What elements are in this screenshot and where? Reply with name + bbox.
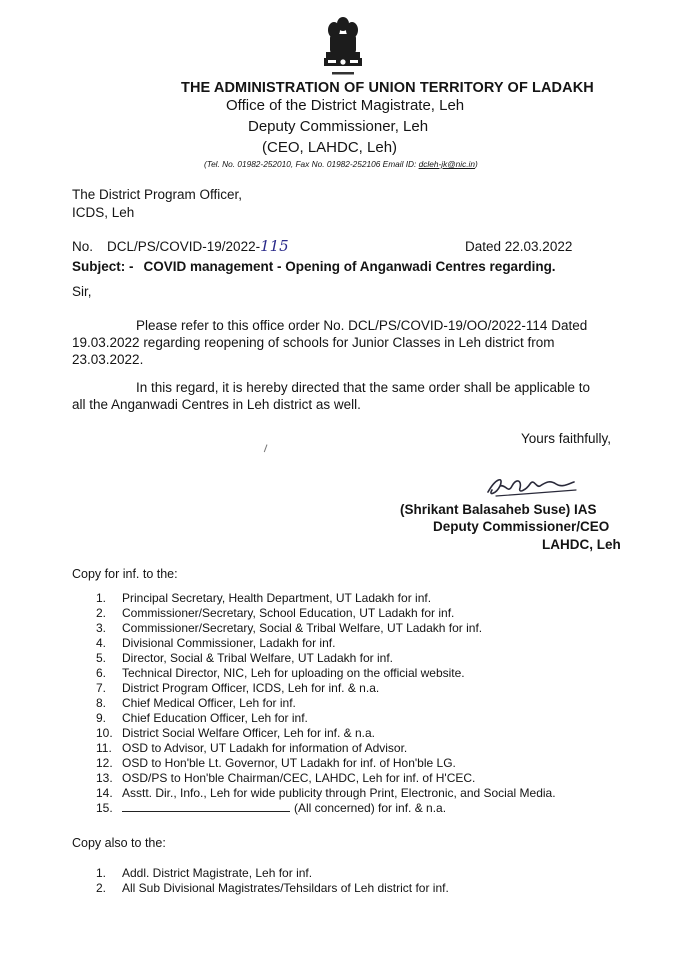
national-emblem-icon [318, 14, 368, 82]
closing: Yours faithfully, [521, 431, 612, 446]
list-item-number: 14. [96, 786, 113, 800]
list-item-text: Director, Social & Tribal Welfare, UT Ladakh for inf. [122, 651, 394, 665]
list-item [96, 786, 556, 800]
list-item-number: 7. [96, 681, 107, 695]
list-item-text: Commissioner/Secretary, School Education, UT Ladakh for inf. [122, 606, 455, 620]
para2-line-1: In this regard, it is hereby directed that the same order shall be applicable to [136, 380, 591, 395]
list-item-text: OSD/PS to Hon'ble Chairman/CEC, LAHDC, Leh for inf. of H'CEC. [122, 771, 476, 785]
para1-line-2: 19.03.2022 regarding reopening of schools for Junior Classes in Leh district from [72, 335, 555, 350]
reference-no-label: No. [72, 239, 94, 254]
list-item-number: 10. [96, 726, 113, 740]
office-heading: Office of the District Magistrate, Leh [226, 97, 465, 114]
list-item-number: 1. [96, 591, 107, 605]
para1-line-3: 23.03.2022. [72, 352, 144, 367]
para1-line-1: Please refer to this office order No. DCL/PS/COVID-19/OO/2022-114 Dated [136, 318, 588, 333]
handwritten-signature-icon [482, 472, 578, 502]
list-item [96, 866, 312, 880]
contact-line [204, 159, 478, 169]
list-item [96, 636, 335, 650]
list-item-number: 2. [96, 881, 107, 895]
list-item-number: 13. [96, 771, 113, 785]
list-item-text: (All concerned) for inf. & n.a. [294, 801, 447, 815]
list-item [96, 881, 449, 895]
subject-line [72, 259, 556, 274]
list-item [96, 741, 407, 755]
reference-handwritten-number: 115 [260, 237, 289, 255]
list-item-number: 3. [96, 621, 107, 635]
signatory-name: (Shrikant Balasaheb Suse) IAS [400, 502, 597, 517]
subject-text: COVID management - Opening of Anganwadi Centres regarding. [143, 259, 556, 274]
reference-no-value: DCL/PS/COVID-19/2022- [107, 239, 261, 254]
blank-line [122, 801, 290, 812]
para2-line-2: all the Anganwadi Centres in Leh district as well. [72, 397, 361, 412]
signatory-designation: Deputy Commissioner/CEO [433, 519, 610, 534]
list-item [96, 591, 431, 605]
signatory-office: LAHDC, Leh [542, 537, 621, 552]
list-item [96, 801, 446, 815]
list-item [96, 711, 308, 725]
list-item-text: Principal Secretary, Health Department, UT Ladakh for inf. [122, 591, 432, 605]
list-item-text: Addl. District Magistrate, Leh for inf. [122, 866, 313, 880]
list-item-number: 4. [96, 636, 107, 650]
reference-date: Dated 22.03.2022 [465, 239, 573, 254]
list-item [96, 666, 465, 680]
list-item-text: District Social Welfare Officer, Leh for inf. & n.a. [122, 726, 375, 740]
contact-prefix: (Tel. No. 01982-252010, Fax No. 01982-252106 Email ID: [204, 159, 419, 169]
list-item-text: All Sub Divisional Magistrates/Tehsildars of Leh district for inf. [122, 881, 449, 895]
contact-email: dcleh-jk@nic.in [418, 159, 476, 169]
list-item [96, 621, 482, 635]
list-item [96, 771, 475, 785]
list-item [96, 696, 296, 710]
subject-label: Subject: - [72, 259, 134, 274]
list-item-number: 12. [96, 756, 113, 770]
list-item-text: Asstt. Dir., Info., Leh for wide publicity through Print, Electronic, and Social Media. [122, 786, 556, 800]
list-item [96, 651, 393, 665]
ceo-heading: (CEO, LAHDC, Leh) [262, 139, 398, 156]
dc-heading: Deputy Commissioner, Leh [248, 118, 429, 135]
list-item-text: Technical Director, NIC, Leh for uploading on the official website. [122, 666, 465, 680]
addressee-line-1: The District Program Officer, [72, 187, 243, 202]
list-item-text: OSD to Advisor, UT Ladakh for information of Advisor. [122, 741, 408, 755]
list-item-number: 6. [96, 666, 107, 680]
list-item-number: 8. [96, 696, 107, 710]
administration-heading: THE ADMINISTRATION OF UNION TERRITORY OF LADAKH [181, 80, 594, 96]
list-item-number: 1. [96, 866, 107, 880]
addressee-line-2: ICDS, Leh [72, 205, 135, 220]
salutation: Sir, [72, 284, 92, 299]
reference-number [72, 237, 289, 255]
list-item-number: 2. [96, 606, 107, 620]
list-item-text: OSD to Hon'ble Lt. Governor, UT Ladakh for inf. of Hon'ble LG. [122, 756, 456, 770]
copy-to-heading: Copy for inf. to the: [72, 567, 178, 581]
list-item-text: District Program Officer, ICDS, Leh for inf. & n.a. [122, 681, 380, 695]
list-item-text: Chief Education Officer, Leh for inf. [122, 711, 308, 725]
list-item-text: Commissioner/Secretary, Social & Tribal Welfare, UT Ladakh for inf. [122, 621, 483, 635]
stray-mark [264, 444, 271, 453]
list-item [96, 756, 456, 770]
contact-suffix: ) [475, 159, 478, 169]
list-item-number: 9. [96, 711, 107, 725]
list-item-text: Chief Medical Officer, Leh for inf. [122, 696, 296, 710]
list-item-number: 5. [96, 651, 107, 665]
list-item-number: 15. [96, 801, 113, 815]
list-item [96, 726, 375, 740]
copy-also-heading: Copy also to the: [72, 836, 166, 850]
list-item [96, 681, 379, 695]
list-item-number: 11. [96, 741, 112, 755]
list-item [96, 606, 454, 620]
list-item-text: Divisional Commissioner, Ladakh for inf. [122, 636, 336, 650]
